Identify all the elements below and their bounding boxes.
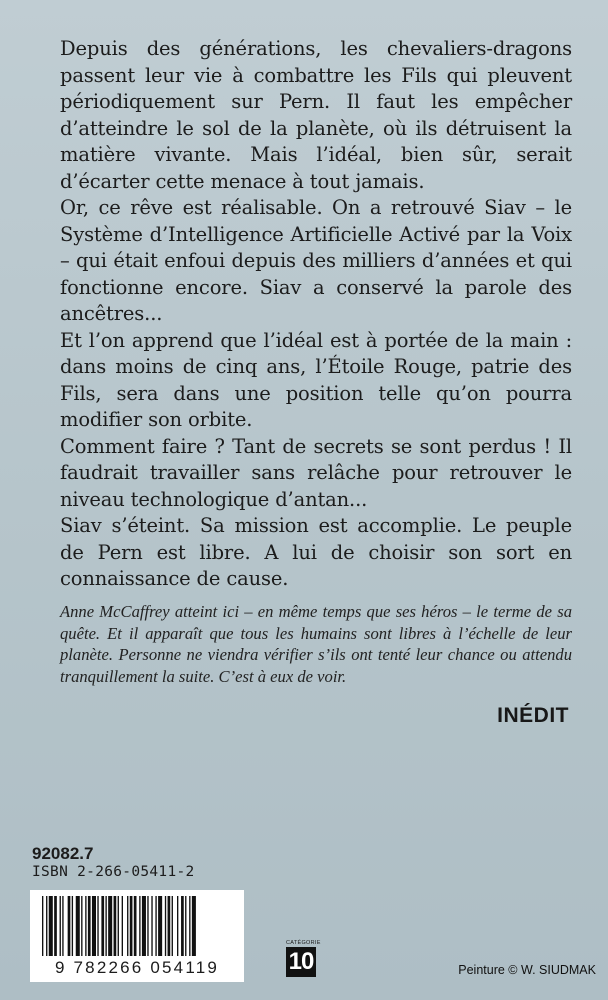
product-code: 92082.7 (32, 844, 94, 863)
author-note: Anne McCaffrey atteint ici – en même temps que ses héros – le terme de sa quête. Et il apparaît que tous les humains sont libres à l’échelle de leur planète. Personne ne viendra vérifier s’ils ont tenté leur chance ou attendu tranquillement la suite. C’est à eux de voir. (60, 602, 572, 686)
blurb-paragraph-5: Siav s’éteint. Sa mission est accomplie. Le peuple de Pern est libre. A lui de choisir son sort en connaissance de cause. (60, 514, 572, 590)
barcode (30, 890, 244, 982)
blurb-paragraph-2: Or, ce rêve est réalisable. On a retrouvé Siav – le Système d’Intelligence Artificielle Activé par la Voix – qui était enfoui depuis des milliers d’années et qui fonctionne encore. Siav a conservé la parole des ancêtres... (60, 196, 572, 325)
cover-credit: Peinture © W. SIUDMAK (458, 963, 596, 977)
blurb-paragraph-3: Et l’on apprend que l’idéal est à portée de la main : dans moins de cinq ans, l’Étoile Rouge, patrie des Fils, sera dans une position telle qu’on pourra modifier son orbite. (60, 328, 572, 431)
category-label: CATÉGORIE (286, 940, 321, 946)
back-cover-blurb (60, 36, 572, 593)
blurb-paragraph-1: Depuis des générations, les chevaliers-dragons passent leur vie à combattre les Fils qui pleuvent périodiquement sur Pern. Il faut les empêcher d’atteindre le sol de la planète, où ils détruisent la matière vivante. Mais l’idéal, bien sûr, serait d’écarter cette menace à tout jamais. (60, 37, 572, 193)
isbn-text: ISBN 2-266-05411-2 (32, 864, 195, 880)
category-number: 10 (286, 947, 316, 977)
blurb-paragraph-4: Comment faire ? Tant de secrets se sont perdus ! Il faudrait travailler sans relâche pour retrouver le niveau technologique d’antan... (60, 434, 572, 511)
barcode-bars-icon (30, 890, 244, 960)
category-box (286, 940, 321, 977)
barcode-digits: 9 782266 054119 (54, 958, 220, 977)
inedit-badge: INÉDIT (497, 704, 569, 727)
